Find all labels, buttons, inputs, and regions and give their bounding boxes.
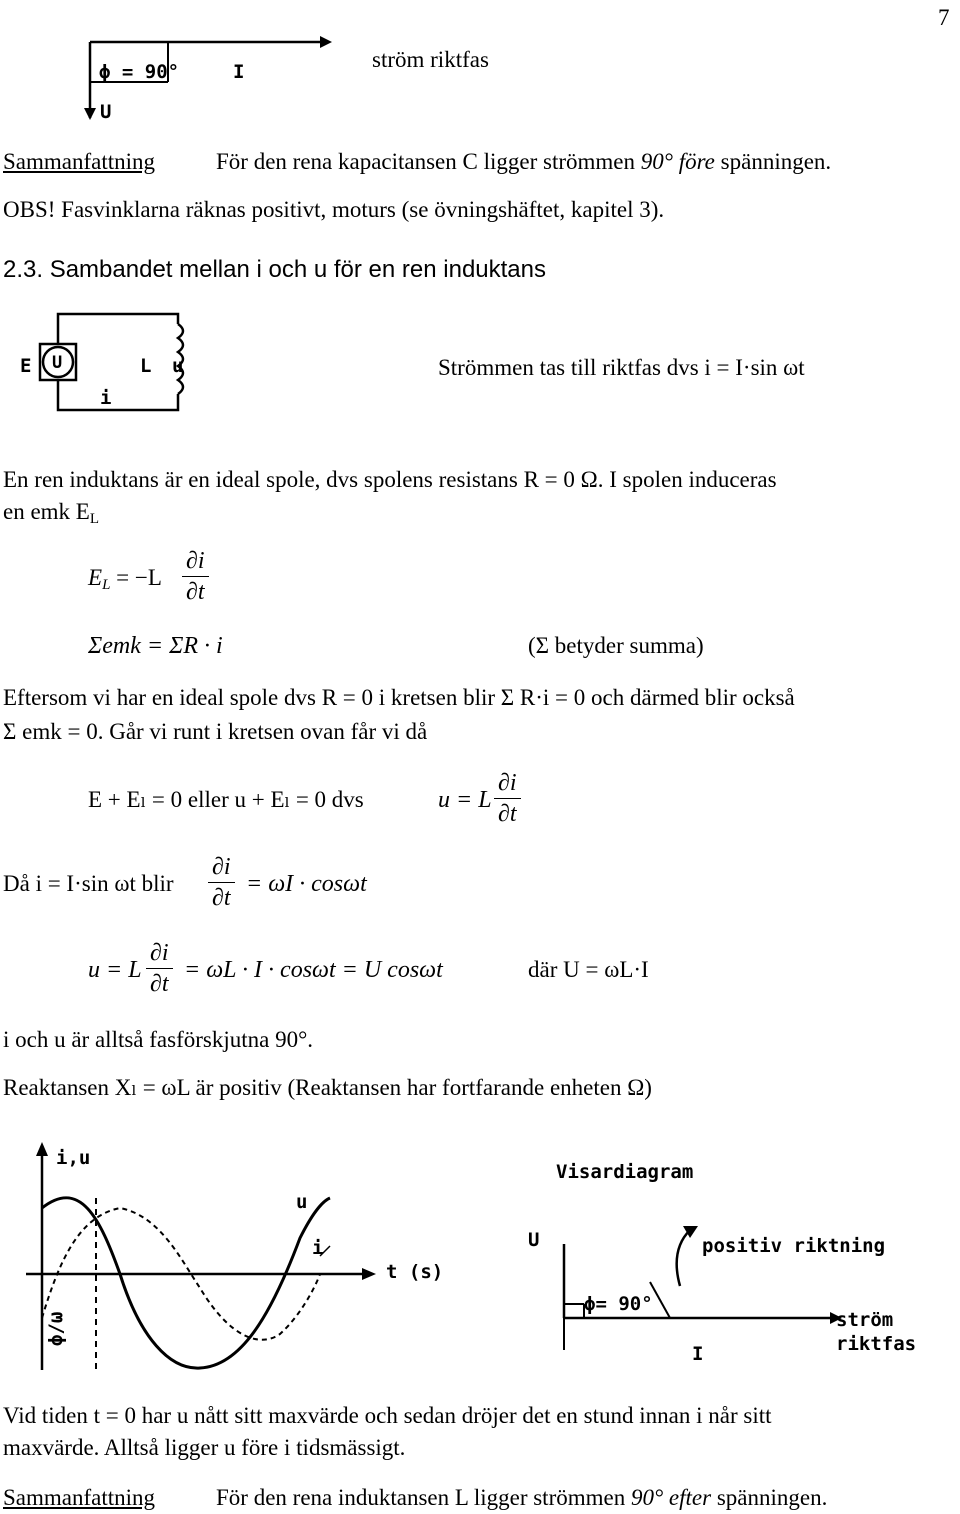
eq-u-amplitude-note: där U = ωL·I [528,957,649,982]
phi-90-label: ϕ = 90° [99,61,180,83]
obs-note: OBS! Fasvinklarna räknas positivt, moturs (se övningshäftet, kapitel 3). [3,197,665,222]
eq-derivative-fraction: $\frac{\partial i}{\partial t}$ [208,852,235,913]
para-emk-line: en emk $E_L$ [3,499,100,527]
eq-u-cos: = ωL · I · cosωt = U cosωt [184,957,443,983]
current-phasor-label: I [233,61,245,83]
graph-x-label: t (s) [386,1261,444,1283]
graph-y-label: i,u [56,1147,91,1169]
para-time-lead: Vid tiden t = 0 har u nått sitt maxvärde och sedan dröjer det en stund innan i når sitt [3,1403,772,1428]
graph-i-label: i [312,1237,324,1259]
phasor-u-label: U [528,1229,540,1251]
phasor-title: Visardiagram [556,1161,694,1183]
circuit-e-label: E [20,355,32,377]
eq-sum-emk: Σemk = ΣR · i [88,633,223,659]
summary-label-2: Sammanfattning [3,1485,156,1510]
graph-phase-label: ϕ/ω [45,1311,67,1346]
para-ideal-coil-sum: Eftersom vi har en ideal spole dvs R = 0 i kretsen blir Σ R·i = 0 och därmed blir också [3,685,795,710]
eq-derivative-rhs: = ωI · cosωt [246,871,367,897]
waveform-graph [20,1138,440,1378]
voltage-curve [42,1198,330,1368]
circuit-l-label: L [140,355,152,377]
voltage-phasor-label: U [100,101,112,123]
section-heading: 2.3. Sambandet mellan i och u för en ren induktans [3,256,546,283]
phasor-riktfas-label: riktfas [836,1333,917,1355]
para-reactance: Reaktansen Xₗ = ωL är positiv (Reaktansen har fortfarande enheten Ω) [3,1075,652,1100]
figure-caption-strom-riktfas: ström riktfas [372,47,489,72]
summary-capacitor-text: För den rena kapacitansen C ligger strömmen 90° före spänningen. [216,149,832,174]
phasor-i-label: I [692,1343,704,1365]
circuit-u-label: u [172,355,184,377]
page-number: 7 [938,5,950,30]
para-phase-shift: i och u är alltså fasförskjutna 90°. [3,1027,314,1052]
summary-inductor-text: För den rena induktansen L ligger strömmen 90° efter spänningen. [216,1485,828,1510]
circuit-diagram [20,308,220,418]
para-time-lead-2: maxvärde. Alltså ligger u före i tidsmässigt. [3,1435,406,1460]
eq-u-lhs: u = L [88,957,142,983]
phasor-phi-label: ϕ= 90° [584,1293,653,1315]
para-circuit-loop: Σ emk = 0. Går vi runt i kretsen ovan får vi då [3,719,428,744]
para-ideal-coil: En ren induktans är en ideal spole, dvs spolens resistans R = 0 Ω. I spolen induceras [3,467,777,492]
summary-label: Sammanfattning [3,149,156,174]
circuit-source-label: U [52,353,63,373]
circuit-caption: Strömmen tas till riktfas dvs i = I·sin ωt [438,355,805,380]
graph-u-label: u [296,1191,308,1213]
phasor-direction-label: positiv riktning [702,1235,886,1257]
eq-u-derivative-fraction: $\frac{\partial i}{\partial t}$ [146,938,173,999]
eq-u-fraction: $\frac{\partial i}{\partial t}$ [494,768,521,829]
eq-kirchhoff: E + Eₗ = 0 eller u + Eₗ = 0 dvs [88,787,364,812]
phasor-figure-capacitor [80,36,410,146]
eq-u-rhs: u = L [438,787,492,813]
eq-derivative-intro: Då i = I·sin ωt blir [3,871,174,896]
phasor-strom-label: ström [836,1309,894,1331]
eq-el-lhs: $E_L = -L$ [88,565,162,593]
sigma-note: (Σ betyder summa) [528,633,704,658]
circuit-i-label: i [100,387,112,409]
eq-el-fraction: $\frac{\partial i}{\partial t}$ [182,546,209,607]
